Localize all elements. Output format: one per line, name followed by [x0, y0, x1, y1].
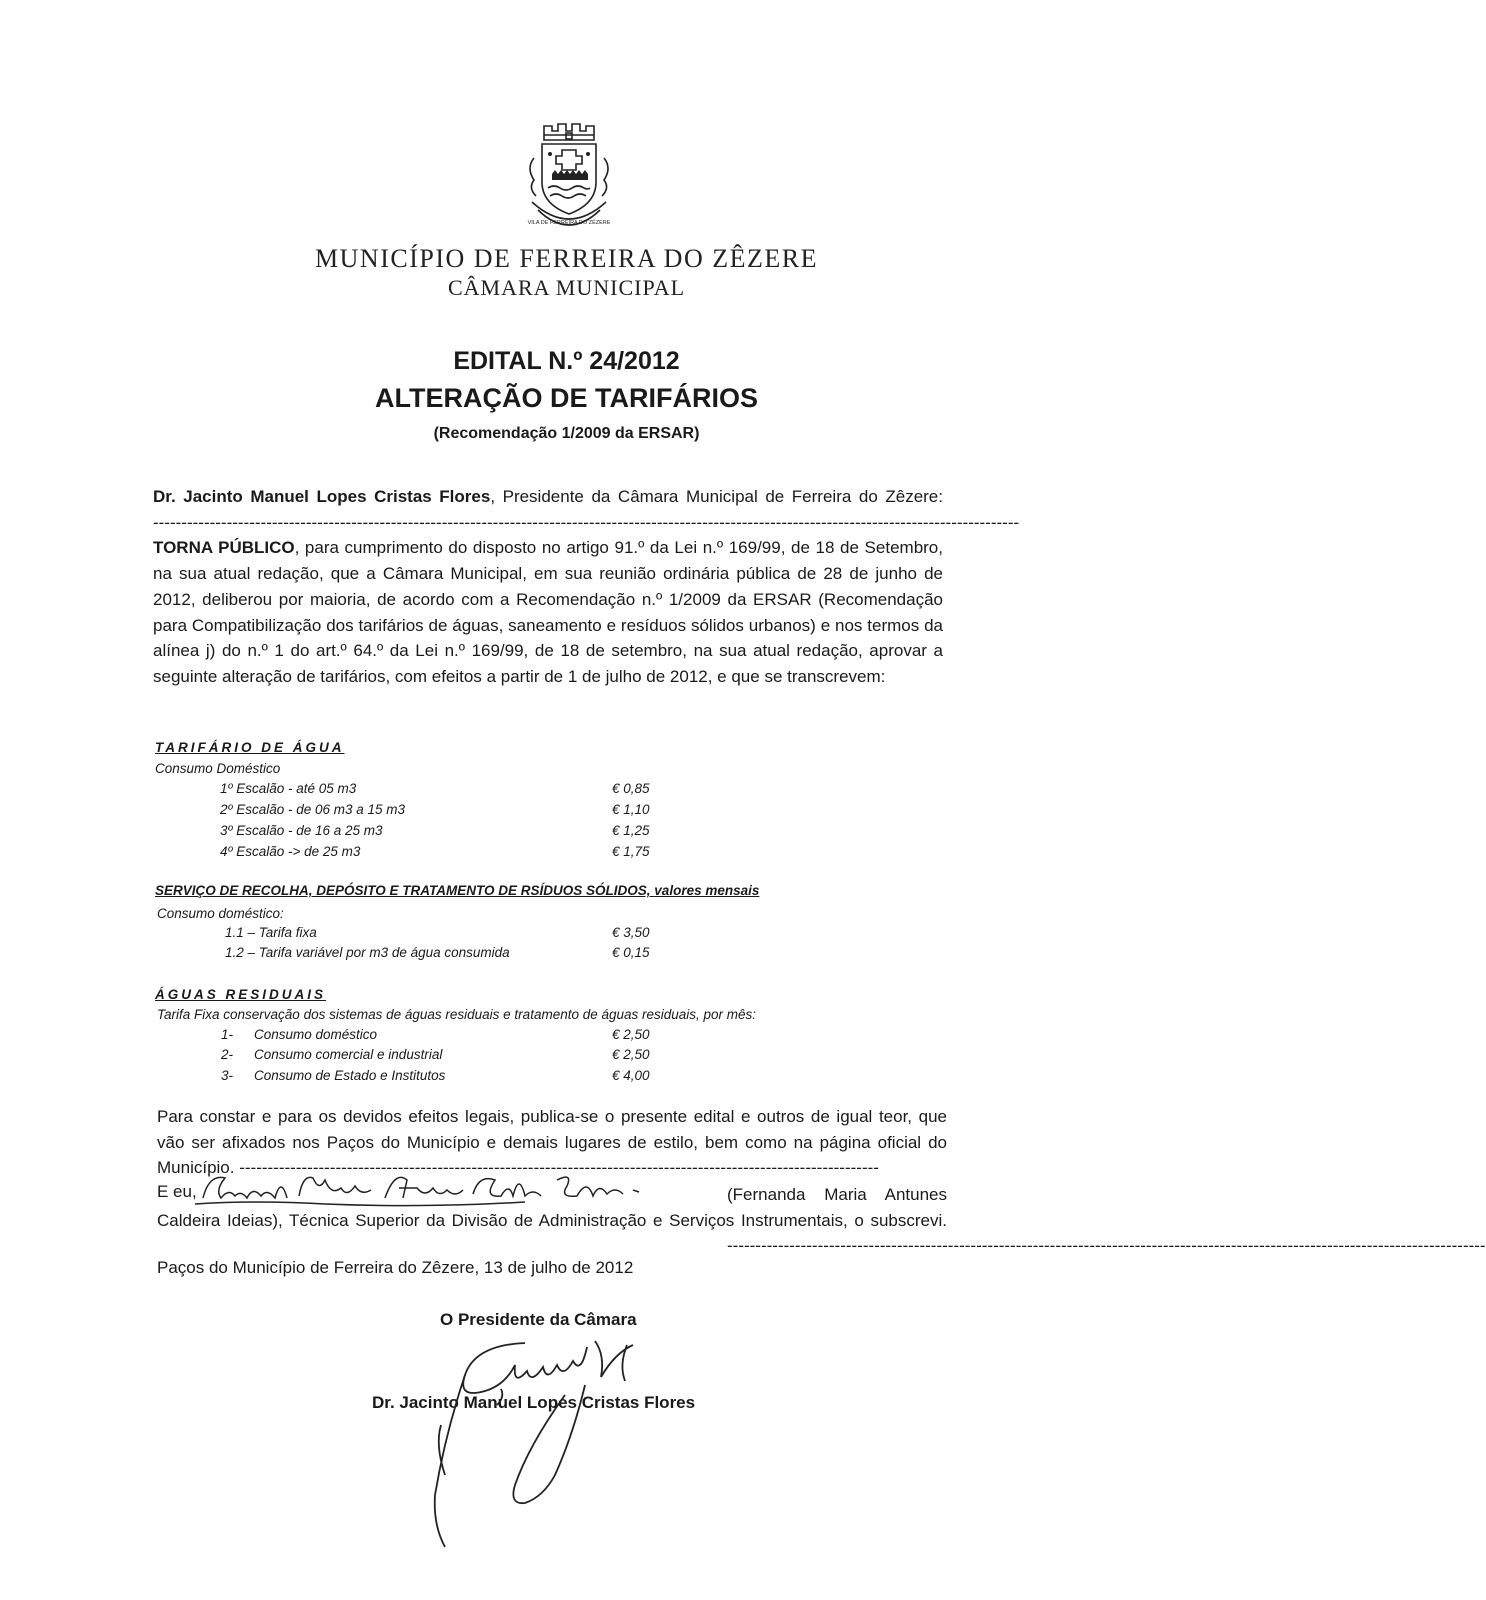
torna-publico: TORNA PÚBLICO [153, 538, 295, 558]
residuos-item-label: 1.2 – Tarifa variável por m3 de água consumida [225, 945, 510, 960]
intro-paragraph [153, 484, 1020, 690]
agua-item-label: 4º Escalão -> de 25 m3 [220, 844, 361, 859]
agua-item-price: € 1,10 [612, 802, 650, 817]
agua-item-label: 1º Escalão - até 05 m3 [220, 781, 357, 796]
municipal-chamber: CÂMARA MUNICIPAL [447, 275, 686, 300]
residuos-subtitle: Consumo doméstico: [157, 906, 284, 921]
residuais-item-label: Consumo de Estado e Institutos [254, 1068, 446, 1083]
edital-reference: (Recomendação 1/2009 da ERSAR) [433, 425, 700, 442]
residuos-item-price: € 3,50 [612, 925, 650, 940]
president-handwritten-signature [405, 1325, 665, 1555]
agua-item-price: € 1,25 [612, 823, 650, 838]
signature-title: O Presidente da Câmara [440, 1310, 637, 1329]
closing-text: Para constar e para os devidos efeitos legais, publica-se o presente edital e outros de igual teor, que vão ser afixados nos Paços do Município e demais lugares de estilo, bem como na página oficial do Município. [157, 1107, 947, 1178]
edital-subject: ALTERAÇÃO DE TARIFÁRIOS [375, 383, 758, 413]
municipality-name: MUNICÍPIO DE FERREIRA DO ZÊZERE [315, 244, 818, 273]
residuais-item-number: 2- [221, 1047, 234, 1062]
agua-item-price: € 1,75 [612, 844, 650, 859]
edital-number: EDITAL N.º 24/2012 [453, 347, 680, 375]
residuais-item-price: € 2,50 [612, 1047, 650, 1062]
residuais-item-label: Consumo doméstico [254, 1027, 378, 1042]
agua-section-title: TARIFÁRIO DE ÁGUA [155, 740, 345, 755]
e-eu-label: E eu, [157, 1182, 197, 1201]
residuos-section-title: SERVIÇO DE RECOLHA, DEPÓSITO E TRATAMENTO DE RSÍDUOS SÓLIDOS, valores mensais [155, 883, 760, 898]
residuais-item-price: € 4,00 [612, 1068, 650, 1083]
signatory-paragraph [157, 1182, 1486, 1259]
residuais-item-label: Consumo comercial e industrial [254, 1047, 443, 1062]
president-role: , Presidente da Câmara Municipal de Ferreira do Zêzere: [490, 487, 943, 506]
residuos-item-label: 1.1 – Tarifa fixa [225, 925, 317, 940]
intro-text: , para cumprimento do disposto no artigo 91.º da Lei n.º 169/99, de 18 de Setembro, na sua atual redação, que a Câmara Municipal, em sua reunião ordinária pública de 28 de junho de 2012, deliberou por maioria, de acordo com a Recomendação n.º 1/2009 da ERSAR (Recomendação para Compatibilização dos tarifários de águas, saneamento e resíduos sólidos urbanos) e nos termos da alínea j) do n.º 1 do art.º 64.º da Lei n.º 169/99, de 18 de setembro, na sua atual redação, aprovar a seguinte alteração de tarifários, com efeitos a partir de 1 de julho de 2012, e que se transcrevem: [153, 538, 943, 686]
signatory-text: (Fernanda Maria Antunes Caldeira Ideias), Técnica Superior da Divisão de Administração e Serviços Instrumentais, o subscrevi. [157, 1185, 947, 1230]
agua-item-label: 3º Escalão - de 16 a 25 m3 [220, 823, 383, 838]
residuais-item-number: 1- [221, 1027, 234, 1042]
residuais-section-title: ÁGUAS RESIDUAIS [155, 987, 327, 1002]
residuos-item-price: € 0,15 [612, 945, 650, 960]
agua-item-label: 2º Escalão - de 06 m3 a 15 m3 [220, 802, 406, 817]
dash-filler: --------------------------------------------------------------------------------------------------------------------------------------------------------- [153, 512, 1020, 532]
president-name: Dr. Jacinto Manuel Lopes Cristas Flores [153, 487, 491, 506]
crest-motto: VILA DE FERREIRA DO ZÊZERE [527, 220, 611, 226]
municipal-coat-of-arms [522, 118, 616, 236]
residuais-subtitle: Tarifa Fixa conservação dos sistemas de águas residuais e tratamento de águas residuais, por mês: [157, 1007, 757, 1022]
place-date: Paços do Município de Ferreira do Zêzere, 13 de julho de 2012 [157, 1258, 634, 1277]
residuais-item-number: 3- [221, 1068, 234, 1083]
dash-filler: -------------------------------------------------------------------------------------------------------------------------------------- [727, 1236, 1486, 1256]
agua-subtitle: Consumo Doméstico [155, 761, 281, 776]
dash-filler: ----------------------------------------------------------------------------------------------------------------- [239, 1158, 879, 1178]
president-signature-name: Dr. Jacinto Manuel Lopes Cristas Flores [372, 1393, 696, 1412]
residuais-item-price: € 2,50 [612, 1027, 650, 1042]
agua-item-price: € 0,85 [612, 781, 650, 796]
